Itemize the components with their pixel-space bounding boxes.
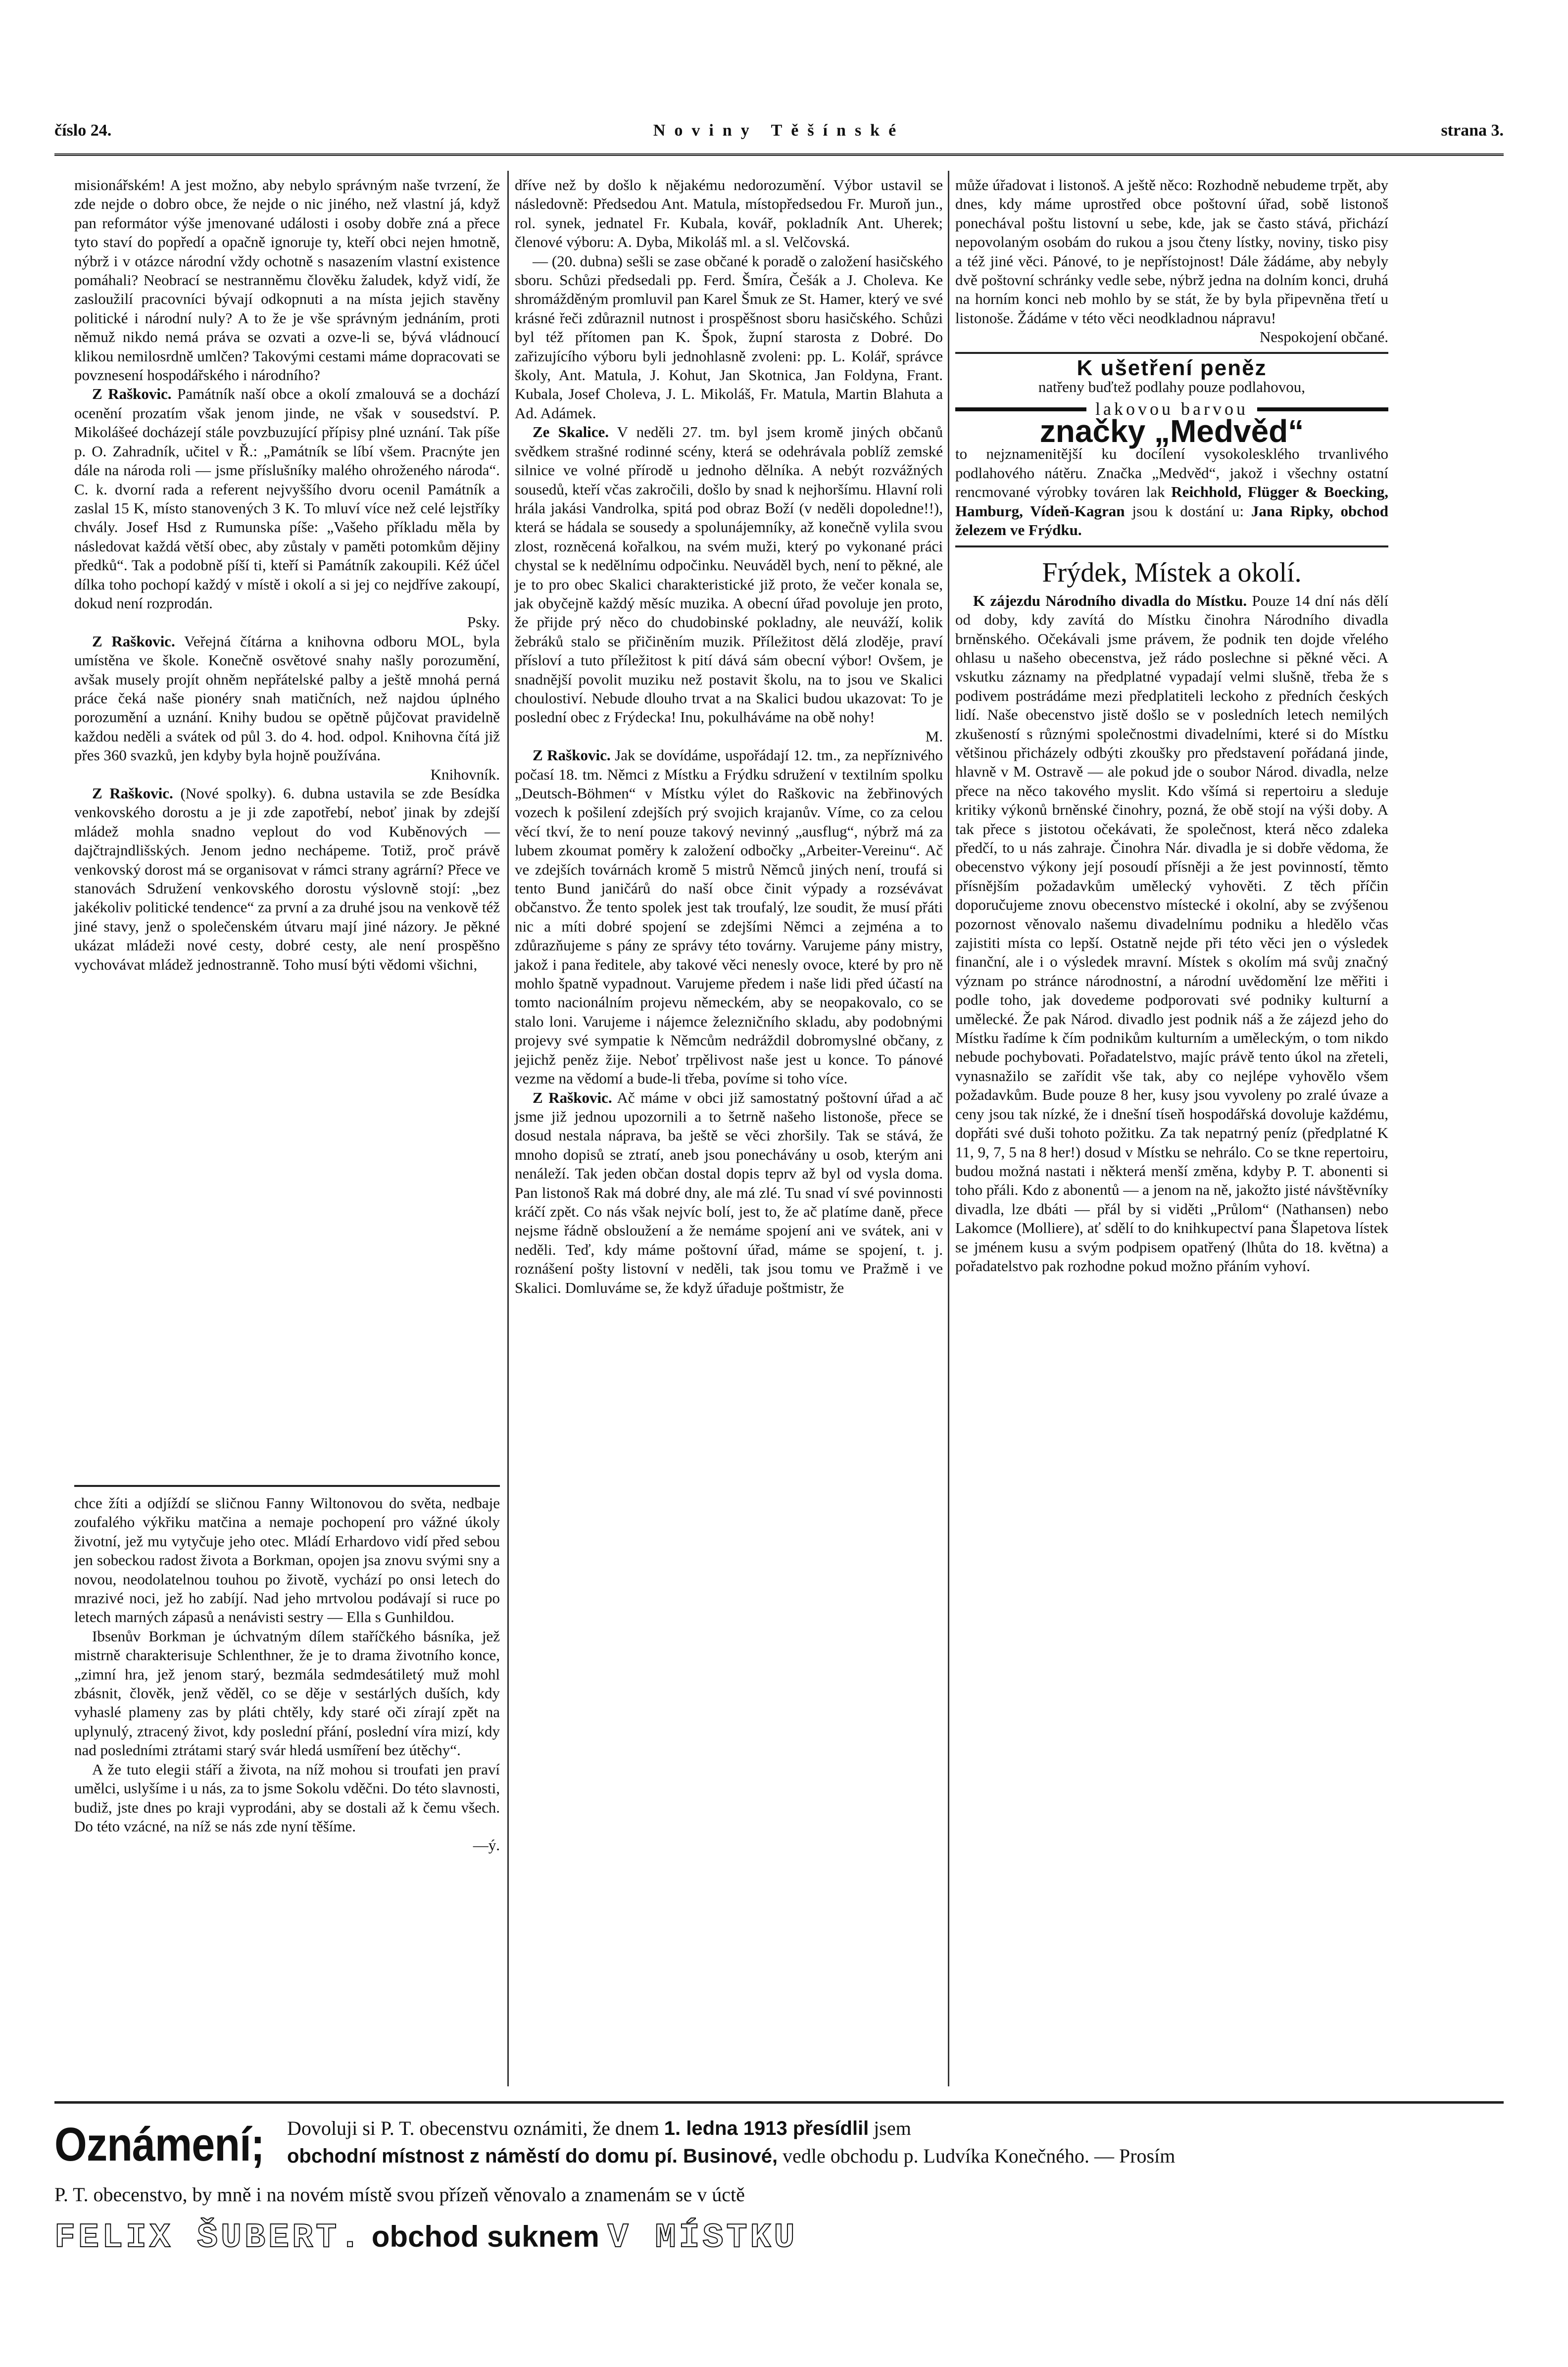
article-text: Veřejná čítárna a knihovna odboru MOL, byla umístěna ve škole. Konečně osvětové snahy našly porozumění, avšak musely projít ohněm nepřátelské palby a ještě mnohá perná práce čeká naše pionéry snah matičních, než najdou úplného porozumění a uznání. Knihy budou se opětně půjčovat pravidelně každou neděli a svátek od půl 3. do 4. hod. odpol. Knihovna čítá již přes 360 svazků, jen kdyby byla hojně používána. — [74, 632, 500, 764]
shop-location: V MÍSTKU — [607, 2219, 798, 2258]
article-paragraph: misionářském! A jest možno, aby nebylo správným naše tvrzení, že zde nejde o dobro obce, že nejde o nic jiného, než vlastní já, když pan reformátor výše jmenované události i osoby dobře zná a přece tyto staví do popředí a opačně ignoruje ty, kteří obci nejen hmotně, nýbrž i v otázce národní vždy ochotně s nasazením vlastní existence pomáhali? Neobrací se nestranněmu člověku žaludek, když vidí, že zasloužilí pracovníci bývají odkopnuti a na místa jejich stavěny politické i národní nuly? A to že je vše správným jednáním, proti němuž nikdo nemá práva se ozvati a ozve-li se, bývá vládnoucí klikou nemilosrdně umlčen? Takovými cestami máme dopracovati se povznesení hospodářského i národního? — [74, 176, 500, 384]
article-signature: Nespokojení občané. — [1260, 328, 1388, 346]
article-text: Pouze 14 dní nás dělí od doby, kdy zavítá do Místku činohra Národního divadla brněnského. Očekávali jsme právem, že podnik ten dojde vřelého ohlasu u našeho obecenstva, jež rádo poslechne si pěkné věci. A vskutku záznamy na předplatné vypadají velmi slušně, třeba že s podivem postrádáme mezi předplatiteli leckoho z předních českých lidí. Naše obecenstvo jistě došlo se v posledních letech nemilých zkušeností s různými společnostmi divadelními, které si do Místku většinou přicházely odbýti zkoušky pro představení pořádaná jinde, hlavně v M. Ostravě — ale pokud jde o soubor Národ. divadla, nelze přece na něco takového myslit. Kdo všímá si repertoiru a sleduje kritiky výkonů brněnské činohry, pozná, že obě stojí na výši doby. A tak přece s jistotou očekávati, že společnost, která něco zdaleka předčí, to u nás zahraje. Činohra Nár. divadla je si dobře vědoma, že obecenstvo výkony její posoudí přísněji a že jest povinností, těmto přísnějším požadavkům umělecký vyhověti. Z těch příčin doporučujeme znovu obecenstvo místecké i okolní, aby se zvýšenou pozornost věnovalo našemu divadelnímu podniku a hledělo včas zajistiti místa co lepší. Ostatně nejde při této věci jen o výsledek finanční, ale i o výsledek mravní. Místek s okolím má svůj značný význam po stránce národnostní, a národní uvědomění lze měřiti i podle toho, jak dovedeme podporovati své podniky kulturní a umělecké. Že pak Národ. divadlo jest podnik náš a že zájezd jeho do Místku řadíme k čím podnikům kulturním a uměleckým, o tom nikdo nebude pochybovati. Pořadatelstvo, majíc právě tento úkol na zřeteli, vynasnažilo se zařídit vše tak, aby co nejlépe vyhovělo všem požadavkům. Bude pouze 8 her, kusy jsou vyvoleny po zralé úvaze a ceny jsou tak nízké, že i dnešní tíseň hospodářská dovoluje každému, dopřáti své duši tohoto požitku. Za tak nepatrný peníz (předplatné K 11, 9, 7, 5 na 8 her!) dosud v Místku se nehrálo. Co se tkne repertoiru, budou možná nastati i některá menší změna, kdyby P. T. abonenti si toho přáli. Kdo z abonentů — a jenom na ně, jakožto jisté návštěvníky divadla, lze dbáti — přál by si viděti „Průlom“ (Nathansen) nebo Lakomce (Molliere), ať sdělí to do knihkupectví pana Šlapetova lístek se jménem kusu a svým podpisem opatřený (lhůta do 18. května) a pořadatelstvo pak rozhodne pokud možno přáním vyhoví. — [955, 592, 1388, 1275]
article-signature: —ý. — [473, 1836, 500, 1854]
column-2 — [515, 176, 943, 1297]
article-paragraph — [74, 784, 500, 974]
announcement-address: obchodní místnost z náměstí do domu pí. Businové, — [287, 2145, 778, 2167]
page-header — [54, 121, 1504, 151]
article-lead: Ze Skalice. — [533, 423, 609, 441]
article-lead: Z Raškovic. — [533, 1088, 612, 1106]
shop-announcement — [54, 2101, 1504, 2302]
announcement-signature-line — [54, 2219, 1504, 2258]
ad-bar-left — [955, 407, 1086, 411]
ad-body-text: to nejznamenitější ku docílení vysokolesklého trvanlivého podlahového nátěru. Značka „Medvěd“, jakož i všechny ostatní rencmované výrobky továren lak — [955, 445, 1388, 501]
ad-seller: Jana Ripky, obchod železem ve Frýdku. — [955, 502, 1389, 539]
column-1-feuilleton — [74, 1480, 500, 1855]
article-paragraph — [515, 423, 943, 727]
header-rule — [54, 153, 1504, 156]
column-3 — [955, 176, 1388, 1276]
article-paragraph: Ibsenův Borkman je úchvatným dílem staříčkého básníka, jež mistrně charakterisuje Schlenthner, že je to drama životního konce, „zimní hra, jež jenom starý, bezmála sedmdesátiletý muž mohl zbásnit, člověk, jenž věděl, co se děje v sestárlých duších, kdy vyhaslé plameny zas by pláti chtěly, kdy staré oči zírají zpět na uplynulý, ztracený život, kdy poslední přání, poslední víra mizí, kdy nad posledními ztrátami starý svár hledá usmíření bez útěchy“. — [74, 1627, 500, 1759]
article-lead: Z Raškovic. — [92, 385, 172, 403]
article-text: Jak se dovídáme, uspořádají 12. tm., za nepříznivého počasí 18. tm. Němci z Místku a Frýdku sdružení v textilním spolku „Deutsch-Böhmen“ v Místku výlet do Raškovic na žebřinových vozech k pošilení zdejších prý svojich krajanův. Víme, co za celou věcí tkví, že to není pouze takový nevinný „ausflug“, nýbrž má za lubem zkoumat poměry k založení odbočky „Arbeiter-Vereinu“. Ač ve zdejších továrnách kromě 5 mistrů Němců jiných není, troufá si tento Bund janičárů do naší obce činit výpady a rozsévávat občanstvo. Že tento spolek jest tak troufalý, lze soudit, že musí přáti nic a míti dobré spojení se zdejšími Němci a zejména a to zdůrazňujeme s pány ze správy této továrny. Varujeme pány mistry, jakož i pana ředitele, aby takové věci nenesly ovoce, které by pro ně mohlo špatně vypadnout. Varujeme předem i naše lidi před účastí na tomto nacionálním projevu německém, aby se neopakovalo, co se stalo loni. Varujeme i nájemce železničního skladu, aby podobnými projevy své sympatie k Němcům nedráždil dobromyslné občany, z jejichž peněz žije. Neboť trpělivost naše jest u konce. To pánové vezme na vědomí a bude-li třeba, povíme si toho více. — [515, 746, 943, 1087]
section-rule — [74, 1485, 500, 1487]
announcement-line: P. T. obecenstvo, by mně i na novém místě svou přízeň věnovalo a znamenám se v úctě — [54, 2183, 745, 2206]
ad-body-text: jsou k dostání u: — [1125, 502, 1251, 520]
column-divider — [948, 171, 949, 2086]
section-title: Frýdek, Místek a okolí. — [1042, 557, 1302, 589]
column-divider — [507, 171, 509, 2086]
announcement-text: Dovoluji si P. T. obecenstvu oznámiti, že dnem — [287, 2117, 664, 2139]
article-paragraph — [74, 632, 500, 765]
announcement-date: 1. ledna 1913 přesídlil — [664, 2118, 869, 2139]
article-text: V neděli 27. tm. byl jsem kromě jiných občanů svědkem strašné rodinné scény, která se odehrávala poblíž zemské silnice ve volné přírodě u jednoho dělníka. A nebýt rozvážných sousedů, kteří včas zakročili, došlo by snad k nejhoršímu. Hlavní roli hrála jakási Vandrolka, spitá pod obraz Boží (v neděli dopoledne!!), která se hádala se sousedy a spolunájemníky, až konečně vylila svou zlost, rozněcená kořalkou, na svém muži, který po vykonané práci chystal se k nedělnímu odpočinku. Neuváděl bych, není to pěkné, ale je to pro obec Skalici charakteristické již proto, že večer konala se, jak obyčejně každý měsíc muzika. A obecní úřad povoluje jen proto, že přijde prý něco do chudobinské pokladny, ale neuváží, kolik žebráků stalo se přičiněním muzik. Příležitost dělá zloděje, praví přísloví a tuto příležitost k pití dává sám obecní výbor! Ovšem, je snadnější povolit muziku než postavit školu, na to jsou ve Skalici choulostiví. Nebude dlouho trvat a na Skalici budou ukazovat: To je poslední obec z Frýdecka! Inu, pokulháváme na obě nohy! — [515, 423, 943, 726]
article-paragraph: dříve než by došlo k nějakému nedorozumění. Výbor ustavil se následovně: Předsedou Ant. Matula, místopředsedou Fr. Muroň jun., rol. synek, jednatel Fr. Kubala, kovář, pokladník Ant. Uherek; členové výboru: A. Dyba, Mikoláš ml. a sl. Velčovská. — [515, 176, 943, 251]
article-signature: Psky. — [467, 613, 500, 631]
paint-advertisement — [955, 352, 1388, 548]
article-lead: Z Raškovic. — [92, 632, 175, 650]
article-text: Památník naší obce a okolí zmalouvá se a dochází ocenění prozatím však jenom jinde, ne však v sousedství. P. Mikolášeé docházejí stále povzbuzující přípisy plné uznání. Tak píše p. O. Zahradník, učitel v Ř.: „Památník se líbí všem. Pracnýte jen dále na národa roli — jsme příslušníky malého ohroženého národa“. C. k. dvorní rada a referent nejvyššího dvoru ocenil Památník a zaslal 15 K, místo stanovených 3 K. To mluví více než celé lejstříky chvály. Josef Hsd z Rumunska píše: „Vašeho příkladu měla by následovat každá větší obec, aby zůstaly v paměti potomkům dějiny předků“. Tak a podobně píší ti, kteří si Památník zakoupili. Kéž účel dílka toho pochopí každý v místě i okolí a si jej co nejdříve zakoupí, dokud není rozprodán. — [74, 385, 500, 612]
ad-bar-right — [1257, 407, 1388, 411]
shop-type: obchod suknem — [363, 2220, 608, 2253]
article-paragraph — [74, 385, 500, 613]
ad-title: K ušetření peněz — [1077, 355, 1267, 380]
merchant-name: FELIX ŠUBERT. — [54, 2219, 364, 2258]
article-text: (Nové spolky). 6. dubna ustavila se zde Besídka venkovského dorostu a je ji zde zapotřebí, neboť jinak by zdejší mládež mohla snadno veplout do vod Kuběnových — dajčtrajndlišských. Jenom jedno nechápeme. Totiž, proč právě venkovský dorost má se organisovat v rámci strany agrární? Přece ve stanovách Sdružení venkovského dorostu výslovně stojí: „bez jakékoliv politické tendence“ za první a za druhé jsou na venkově též jiné stavy, jenž o společenském útvaru mají jiné názory. Je pěkné ukázat mládeži nové cesty, dobré cesty, ale není prospěšno vychovávat mládež jednostranně. Toho musí býti vědomi všichni, — [74, 785, 500, 973]
article-paragraph: může úřadovat i listonoš. A ještě něco: Rozhodně nebudeme trpět, aby dnes, kdy máme uprostřed obce poštovní úřad, sobě listonoš ponechával poštu listovní u sebe, kde, jak se často stává, přichází nepovolaným osobám do rukou a jsou čteny lístky, noviny, tisko pisy a též jiné věci. Pánové, to je nepřístojnost! Dále žádáme, aby nebyly dvě poštovní schránky vedle sebe, nýbrž jedna na dolním konci, druhá na horním konci neb mohlo by se stát, že by byla připevněna třetí u listonoše. Žádáme v této věci neodkladnou nápravu! — [955, 176, 1388, 327]
article-paragraph: chce žíti a odjíždí se sličnou Fanny Wiltonovou do světa, nedbaje zoufalého výkřiku matčina a nemaje pochopení pro vážné úkoly životní, jež mu vytyčuje jeho otec. Mládí Erhardovo vidí před sebou jen sobeckou radost života a Borkman, opojen jsa znovu svými sny a novou, neodolatelnou touhou po životě, vychází po onsi letech do mrazivé noci, jež ho zabíjí. Nad jeho mrtvolou podávají si ruce po letech marných zápasů a nenávisti sestry — Ella s Gunhildou. — [74, 1494, 500, 1626]
announcement-text: vedle obchodu p. Ludvíka Konečného. — Prosím — [778, 2145, 1176, 2167]
page-number: strana 3. — [1441, 121, 1504, 140]
newspaper-title: Noviny Těšínské — [653, 121, 905, 140]
ad-brand: značky „Medvěd“ — [1039, 413, 1304, 449]
article-text: Ač máme v obci již samostatný poštovní úřad a ač jsme již jednou upozornili a to šetrně našeho listonoše, přece se dosud nestala náprava, ba ještě se věci zhoršily. Tak se stává, že mnoho dopisů se ztratí, aneb jsou ponechávány u osob, kterým ani nenáleží. Tak jeden občan dostal dopis teprv až byl od vysla doma. Pan listonoš Rak má dobré dny, ale má zlé. Tu snad ví své povinnosti kráčí zpět. Co nás však nejvíc bolí, jest to, že ač platíme daně, přece nejsme řádně obsloužení a že nemáme spojení ani ve svátek, ani v neděli. Teď, kdy máme poštovní úřad, máme se spojení, t. j. roznášení pošty listovní v neděli, tak jsou tomu ve Pražmě i ve Skalici. Domluváme se, že když úřaduje poštmistr, že — [515, 1088, 943, 1296]
article-lead: Z Raškovic. — [533, 746, 611, 764]
article-paragraph — [955, 592, 1388, 1276]
ad-makers: Reichhold, Flügger & Boecking, Hamburg, Vídeň-Kagran — [955, 483, 1389, 520]
article-paragraph: A že tuto elegii stáří a života, na níž mohou si troufati jen praví umělci, uslyšíme i u nás, za to jsme Sokolu vděčni. Do této slavnosti, budiž, jste dnes po kraji vyprodáni, aby se dostali až k čemu všech. Do této vzácné, na níž se nás zde nyní těšíme. — [74, 1760, 500, 1835]
article-lead: K zájezdu Národního divadla do Místku. — [973, 592, 1247, 609]
ad-line: natřeny buďtež podlahy pouze podlahovou, — [1038, 378, 1306, 396]
article-signature: M. — [925, 727, 943, 745]
announcement-heading: Oznámení; — [54, 2118, 264, 2171]
ad-bar-text: lakovou barvou — [1095, 399, 1248, 419]
announcement-line — [287, 2144, 1504, 2168]
article-lead: Z Raškovic. — [92, 785, 173, 802]
issue-number: číslo 24. — [54, 121, 112, 140]
column-1 — [74, 176, 500, 974]
article-signature: Knihovník. — [430, 765, 500, 783]
article-paragraph — [515, 1088, 943, 1297]
announcement-line — [287, 2117, 1504, 2140]
article-paragraph — [515, 746, 943, 1088]
ad-body — [955, 444, 1388, 540]
article-paragraph: — (20. dubna) sešli se zase občané k poradě o založení hasičského sboru. Schůzi předsedali pp. Ferd. Šmíra, Češák a J. Choleva. Ke shromážděným promluvil pan Karel Šmuk ze St. Hamer, který ve své krásné řeči zdůraznil nutnost i prospěšnost sboru hasičského. Schůzi byl též přítomen pan K. Špok, župní starosta z Dobré. Do zařizujícího výboru byli jednohlasně zvoleni: pp. L. Kolář, správce školy, Ant. Matula, J. Kohut, Jan Skotnica, Jan Foldyna, Frant. Kubala, Josef Choleva, J. L. Mikoláš, Fr. Matula, Martin Blahuta a Ad. Adámek. — [515, 252, 943, 422]
announcement-text: jsem — [869, 2117, 911, 2139]
